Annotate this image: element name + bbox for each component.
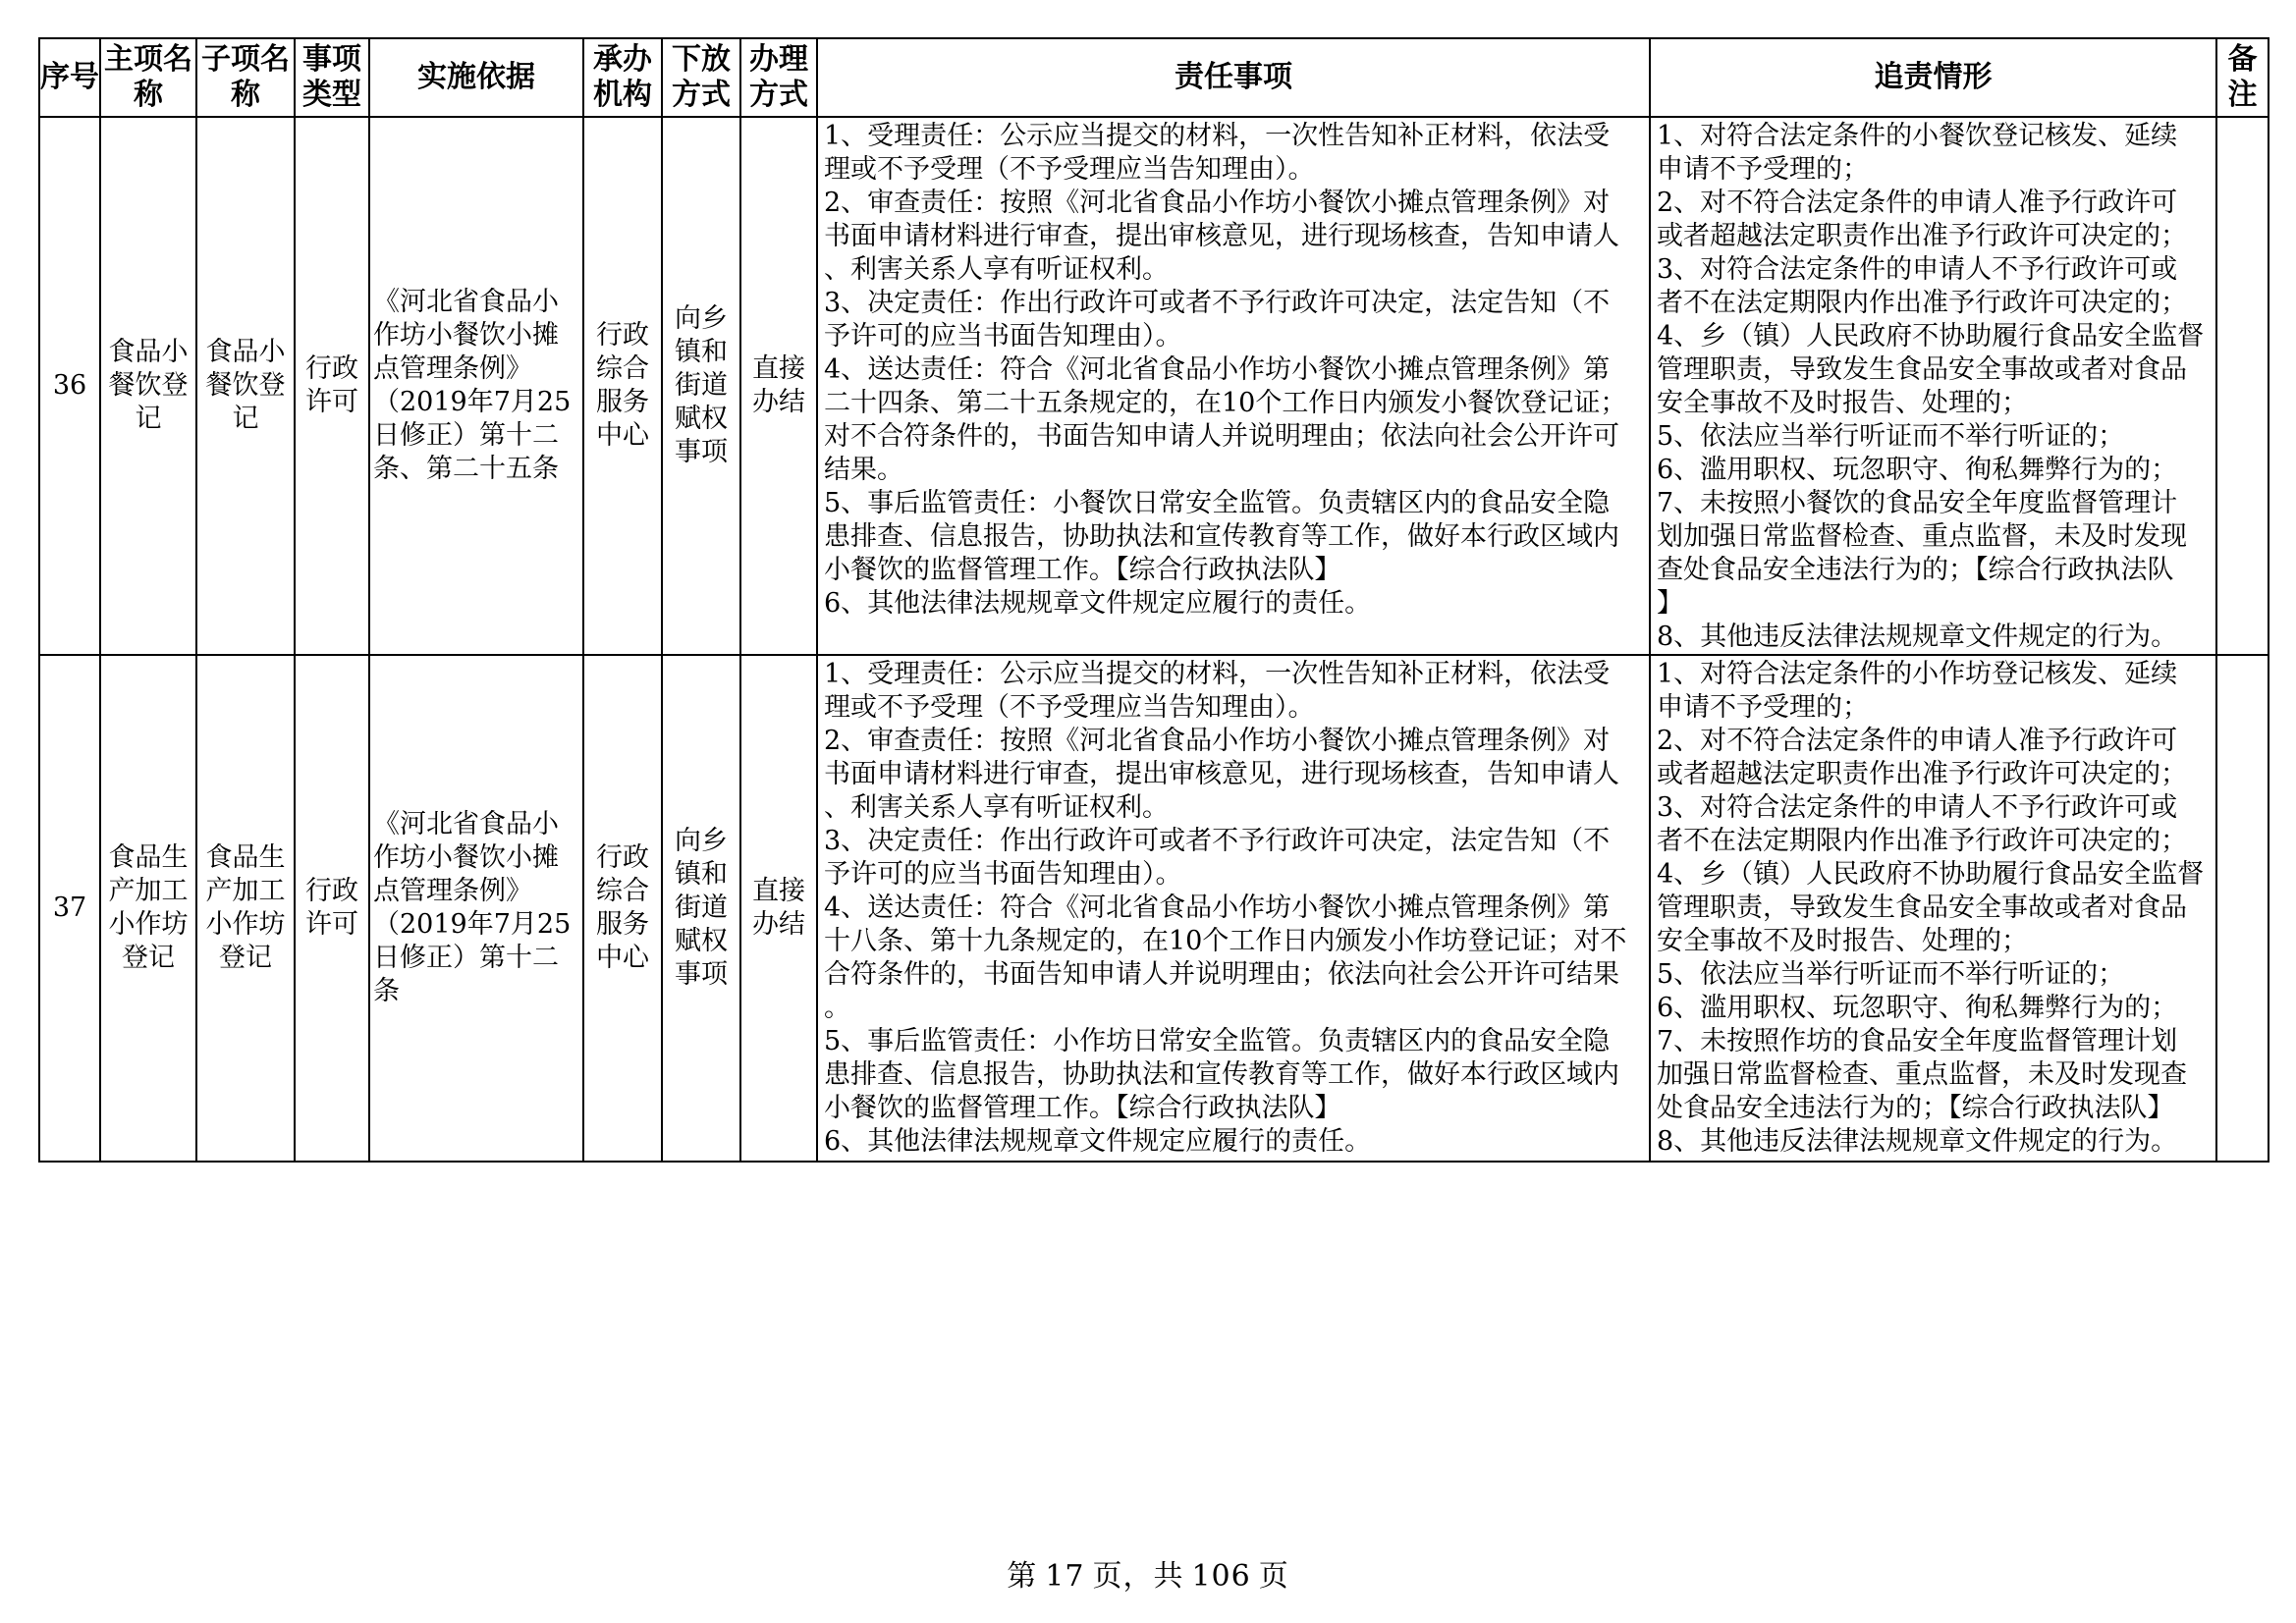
text-line: 管理职责，导致发生食品安全事故或者对食品 [1657,354,2187,385]
text-line: 小餐饮的监督管理工作。【综合行政执法队】 [824,1093,1341,1123]
text-line: 】 [1657,588,1683,619]
page-footer [0,1551,2296,1595]
header-type: 事项类型 [295,38,369,117]
header-remarks: 备注 [2216,38,2269,117]
text-line: 者不在法定期限内作出准予行政许可决定的； [1657,826,2187,856]
text-line: 结果。 [824,455,903,485]
cell-accountability [1650,117,2216,655]
text-line: 申请不予受理的； [1657,154,1869,185]
text-line: 划加强日常监督检查、重点监督，未及时发现 [1657,521,2187,552]
text-line: 1、对符合法定条件的小作坊登记核发、延续 [1657,659,2178,689]
text-line: 患排查、信息报告，协助执法和宣传教育等工作，做好本行政区域内 [824,1059,1619,1090]
text-line: 二十四条、第二十五条规定的，在10个工作日内颁发小餐饮登记证； [824,388,1627,418]
text-line: 予许可的应当书面告知理由）。 [824,859,1182,890]
cell-remarks [2216,117,2269,655]
text-line: 2、审查责任：按照《河北省食品小作坊小餐饮小摊点管理条例》对 [824,188,1611,218]
cell-sub-item: 食品小餐饮登记 [196,117,295,655]
accountability-lines [1657,658,2210,1159]
table-row [39,655,2269,1162]
text-line: 书面申请材料进行审查，提出审核意见，进行现场核查，告知申请人 [824,759,1619,789]
text-line: 7、未按照作坊的食品安全年度监督管理计划 [1657,1026,2178,1056]
header-duty: 责任事项 [817,38,1650,117]
text-line: 5、依法应当举行听证而不举行听证的； [1657,959,2125,990]
text-line: 3、决定责任：作出行政许可或者不予行政许可决定，法定告知（不 [824,826,1611,856]
text-line: 1、受理责任：公示应当提交的材料，一次性告知补正材料，依法受 [824,121,1611,151]
cell-remarks [2216,655,2269,1162]
cell-seq: 37 [39,655,100,1162]
text-line: 1、对符合法定条件的小餐饮登记核发、延续 [1657,121,2178,151]
text-line: 8、其他违反法律法规规章文件规定的行为。 [1657,1126,2178,1157]
footer-total-pages: 106 [1191,1559,1251,1594]
text-line: 加强日常监督检查、重点监督，未及时发现查 [1657,1059,2187,1090]
text-line: 2、对不符合法定条件的申请人准予行政许可 [1657,726,2178,756]
header-row [39,38,2269,117]
cell-delegation: 向乡镇和街道赋权事项 [662,117,740,655]
text-line: 小餐饮的监督管理工作。【综合行政执法队】 [824,555,1341,585]
text-line: 或者超越法定职责作出准予行政许可决定的； [1657,759,2187,789]
text-line: 理或不予受理（不予受理应当告知理由）。 [824,692,1315,723]
text-line: 。 [824,993,850,1023]
text-line: 4、送达责任：符合《河北省食品小作坊小餐饮小摊点管理条例》第 [824,354,1611,385]
cell-org: 行政综合服务中心 [583,117,662,655]
header-accountability: 追责情形 [1650,38,2216,117]
text-line: 十八条、第十九条规定的，在10个工作日内颁发小作坊登记证；对不 [824,926,1627,956]
accountability-lines [1657,120,2210,654]
text-line: 安全事故不及时报告、处理的； [1657,388,2028,418]
text-line: 理或不予受理（不予受理应当告知理由）。 [824,154,1315,185]
text-line: 6、滥用职权、玩忽职守、徇私舞弊行为的； [1657,993,2178,1023]
text-line: 7、未按照小餐饮的食品安全年度监督管理计 [1657,488,2178,518]
header-sub-item: 子项名称 [196,38,295,117]
text-line: 予许可的应当书面告知理由）。 [824,321,1182,352]
cell-handling: 直接办结 [740,655,817,1162]
table-row [39,117,2269,655]
text-line: 3、对符合法定条件的申请人不予行政许可或 [1657,792,2178,823]
footer-page-number: 17 [1045,1559,1085,1594]
text-line: 处食品安全违法行为的；【综合行政执法队】 [1657,1093,2174,1123]
header-delegation: 下放方式 [662,38,740,117]
text-line: 4、乡（镇）人民政府不协助履行食品安全监督 [1657,859,2205,890]
cell-main-item: 食品小餐饮登记 [100,117,196,655]
text-line: 或者超越法定职责作出准予行政许可决定的； [1657,221,2187,251]
cell-main-item: 食品生产加工小作坊登记 [100,655,196,1162]
cell-accountability [1650,655,2216,1162]
cell-seq: 36 [39,117,100,655]
header-seq: 序号 [39,38,100,117]
text-line: 2、审查责任：按照《河北省食品小作坊小餐饮小摊点管理条例》对 [824,726,1611,756]
text-line: 2、对不符合法定条件的申请人准予行政许可 [1657,188,2178,218]
text-line: 查处食品安全违法行为的；【综合行政执法队 [1657,555,2174,585]
text-line: 6、其他法律法规规章文件规定应履行的责任。 [824,1126,1372,1157]
cell-duty [817,117,1650,655]
text-line: 5、事后监管责任：小作坊日常安全监管。负责辖区内的食品安全隐 [824,1026,1611,1056]
text-line: 、利害关系人享有听证权利。 [824,254,1169,285]
cell-duty [817,655,1650,1162]
header-org: 承办机构 [583,38,662,117]
duty-lines [824,120,1643,621]
text-line: 书面申请材料进行审查，提出审核意见，进行现场核查，告知申请人 [824,221,1619,251]
text-line: 6、滥用职权、玩忽职守、徇私舞弊行为的； [1657,455,2178,485]
text-line: 4、乡（镇）人民政府不协助履行食品安全监督 [1657,321,2205,352]
footer-suffix: 页 [1258,1559,1289,1594]
text-line: 合符条件的，书面告知申请人并说明理由；依法向社会公开许可结果 [824,959,1619,990]
text-line: 1、受理责任：公示应当提交的材料，一次性告知补正材料，依法受 [824,659,1611,689]
text-line: 管理职责，导致发生食品安全事故或者对食品 [1657,893,2187,923]
header-handling: 办理方式 [740,38,817,117]
text-line: 8、其他违反法律法规规章文件规定的行为。 [1657,622,2178,652]
header-main-item: 主项名称 [100,38,196,117]
text-line: 对不合符条件的，书面告知申请人并说明理由；依法向社会公开许可 [824,421,1619,452]
footer-prefix: 第 [1007,1559,1038,1594]
cell-basis: 《河北省食品小作坊小餐饮小摊点管理条例》（2019年7月25日修正）第十二条 [369,655,583,1162]
cell-handling: 直接办结 [740,117,817,655]
cell-delegation: 向乡镇和街道赋权事项 [662,655,740,1162]
text-line: 患排查、信息报告，协助执法和宣传教育等工作，做好本行政区域内 [824,521,1619,552]
text-line: 3、对符合法定条件的申请人不予行政许可或 [1657,254,2178,285]
text-line: 安全事故不及时报告、处理的； [1657,926,2028,956]
cell-org: 行政综合服务中心 [583,655,662,1162]
duty-lines [824,658,1643,1159]
text-line: 者不在法定期限内作出准予行政许可决定的； [1657,288,2187,318]
text-line: 6、其他法律法规规章文件规定应履行的责任。 [824,588,1372,619]
text-line: 4、送达责任：符合《河北省食品小作坊小餐饮小摊点管理条例》第 [824,893,1611,923]
cell-sub-item: 食品生产加工小作坊登记 [196,655,295,1162]
responsibility-table [38,37,2269,1163]
cell-basis: 《河北省食品小作坊小餐饮小摊点管理条例》（2019年7月25日修正）第十二条、第二十五条 [369,117,583,655]
text-line: 3、决定责任：作出行政许可或者不予行政许可决定，法定告知（不 [824,288,1611,318]
header-basis: 实施依据 [369,38,583,117]
text-line: 5、事后监管责任：小餐饮日常安全监管。负责辖区内的食品安全隐 [824,488,1611,518]
text-line: 、利害关系人享有听证权利。 [824,792,1169,823]
text-line: 申请不予受理的； [1657,692,1869,723]
cell-type: 行政许可 [295,655,369,1162]
cell-type: 行政许可 [295,117,369,655]
footer-mid: 页，共 [1092,1559,1184,1594]
text-line: 5、依法应当举行听证而不举行听证的； [1657,421,2125,452]
